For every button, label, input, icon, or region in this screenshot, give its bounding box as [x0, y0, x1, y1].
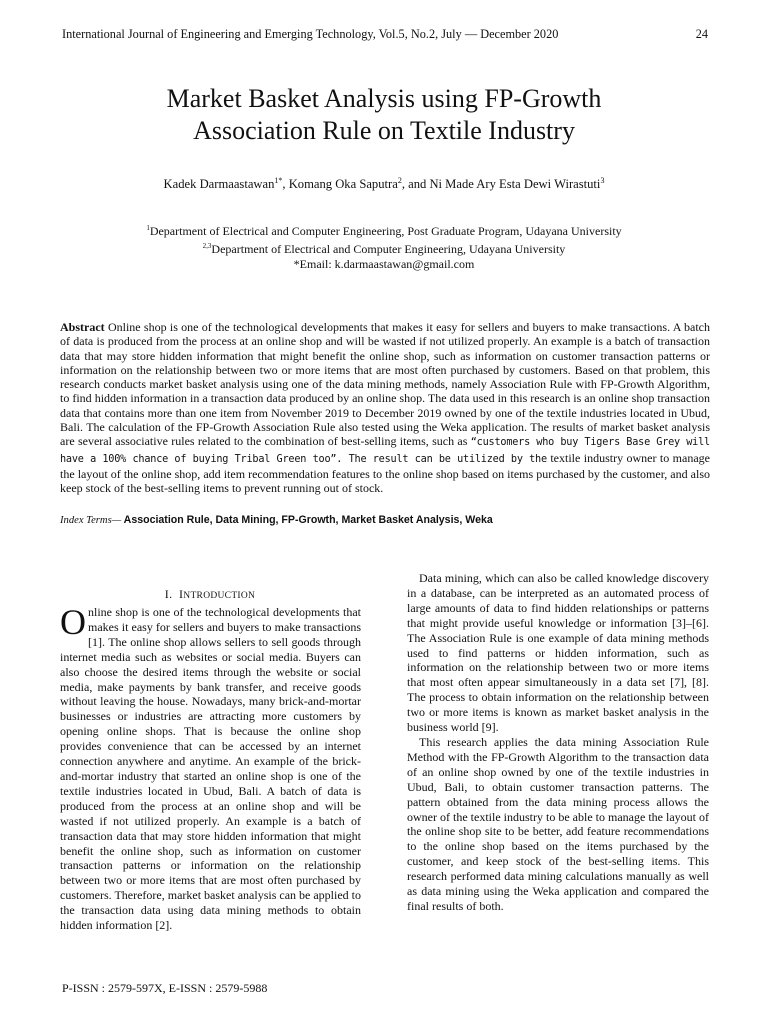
paper-title	[0, 83, 768, 147]
abstract-text-1: Online shop is one of the technological developments that makes it easy for sellers and buyers to make transactions. A batch of data is produced from the process at an online shop and will be wasted if not utilized properly. An example is a batch of transaction data that may store hidden information that might benefit the online shop, such as information on customer transaction patterns or information on the relationship between two or more items that are most often purchased by customers. Based on that problem, this research conducts market basket analysis using one of the data mining methods, namely Association Rule with FP-Growth Algorithm, to find hidden information in a transaction data produced by an online shop. The data used in this research is an online shop transaction data that contains more than one item from November 2019 to December 2019 owned by one of the textile industries located in Ubud, Bali. The calculation of the FP-Growth Association Rule also tested using the Weka application. The results of market basket analysis are several associative rules related to the combination of best-selling items, such as	[60, 320, 710, 449]
abstract-label: Abstract	[60, 320, 105, 334]
affiliations	[0, 221, 768, 272]
author-2: , Komang Oka Saputra	[282, 177, 398, 192]
intro-paragraph-2: Data mining, which can also be called knowledge discovery in a database, can be interpreted as an automated process of large amounts of data to find hidden relationships or patterns that might provide useful knowledge or information [3]–[6]. The Association Rule is one example of data mining methods used to find patterns or hidden information, such as information on the relationship between two or more items that most often appear simultaneously in a data set [7], [8]. The process to obtain information on the relationship between two or more items is known as market basket analysis in the business world [9].	[407, 571, 709, 735]
email: *Email: k.darmaastawan@gmail.com	[293, 257, 475, 271]
affiliation-2: $^{2,3}$Department of Electrical and Computer Engineering, Udayana University	[202, 242, 566, 256]
index-terms	[60, 514, 710, 526]
abstract-quote: “customers who buy Tigers Base Grey will have a 100% chance of buying Tribal Green too”. The result can be utilized by the	[60, 437, 710, 465]
abstract-text-2: textile industry owner to manage the layout of the online shop, add item recommendation features to the online shop based on items purchased by the customer, and also keep stock of the best-selling items to prevent running out of stock.	[60, 450, 710, 496]
index-terms-text: Association Rule, Data Mining, FP-Growth, Market Basket Analysis, Weka	[121, 514, 493, 526]
intro-paragraph-1: nline shop is one of the technological developments that makes it easy for sellers and buyers to make transactions [1]. The online shop allows sellers to sell goods through internet media such as websites or social media. Buyers can also choose the desired items through the website or social media, make payments by bank transfer, and receive goods without leaving the house. Nowadays, many brick-and-mortar businesses or industries are attracting more customers by opening online shops. That is because the online shop provides convenience that can be accessed by an internet connection anywhere and anytime. An example of the brick-and-mortar industry that started an online shop is one of the textile industries located in Ubud, Bali. A batch of data is produced from the process at an online shop and will be wasted if not utilized properly. An example is a batch of transaction data that may store hidden information that might benefit the online shop, such as information on customer transaction patterns or information on the relationship between two or more items that are most often purchased by customers. Therefore, market basket analysis can be applied to the transaction data using data mining methods to obtain hidden information [2].	[60, 605, 362, 933]
intro-paragraph-3: This research applies the data mining Association Rule Method with the FP-Growth Algorithm to the transaction data of an online shop owned by one of the textile industries in Ubud, Bali, to obtain customer transaction patterns. The pattern obtained from the data mining process allows the owner of the textile industry to be able to manage the layout of the online shop site to be better, add feature recommendations to the online shop based on the items purchased by the customer, and keep stock of the best-selling items. This research performed data mining calculations manually as well as data mining using the Weka application and compared the final results of both.	[407, 734, 709, 913]
drop-cap: O	[60, 602, 86, 642]
title-line-1: Market Basket Analysis using FP-Growth	[166, 84, 602, 113]
author-1-sup: 1*	[274, 176, 283, 185]
author-list	[0, 176, 768, 192]
journal-header: International Journal of Engineering and Emerging Technology, Vol.5, No.2, July — December 2020	[62, 27, 559, 41]
title-line-2: Association Rule on Textile Industry	[193, 116, 575, 145]
section-heading: I. INTRODUCTION	[164, 587, 256, 601]
issn-footer: P-ISSN : 2579-597X, E-ISSN : 2579-5988	[62, 981, 268, 995]
index-terms-label: Index Terms—	[60, 515, 122, 526]
column-left	[60, 602, 362, 933]
author-3: , and Ni Made Ary Esta Dewi Wirastuti	[401, 177, 601, 192]
affiliation-1: $^1$Department of Electrical and Computer Engineering, Post Graduate Program, Udayana University	[146, 224, 622, 238]
author-1: Kadek Darmaastawan	[163, 177, 275, 192]
author-3-sup: 3	[600, 176, 605, 185]
column-right	[407, 571, 709, 914]
abstract	[60, 320, 710, 496]
author-2-sup: 2	[397, 176, 402, 185]
page-number: 24	[695, 27, 708, 41]
